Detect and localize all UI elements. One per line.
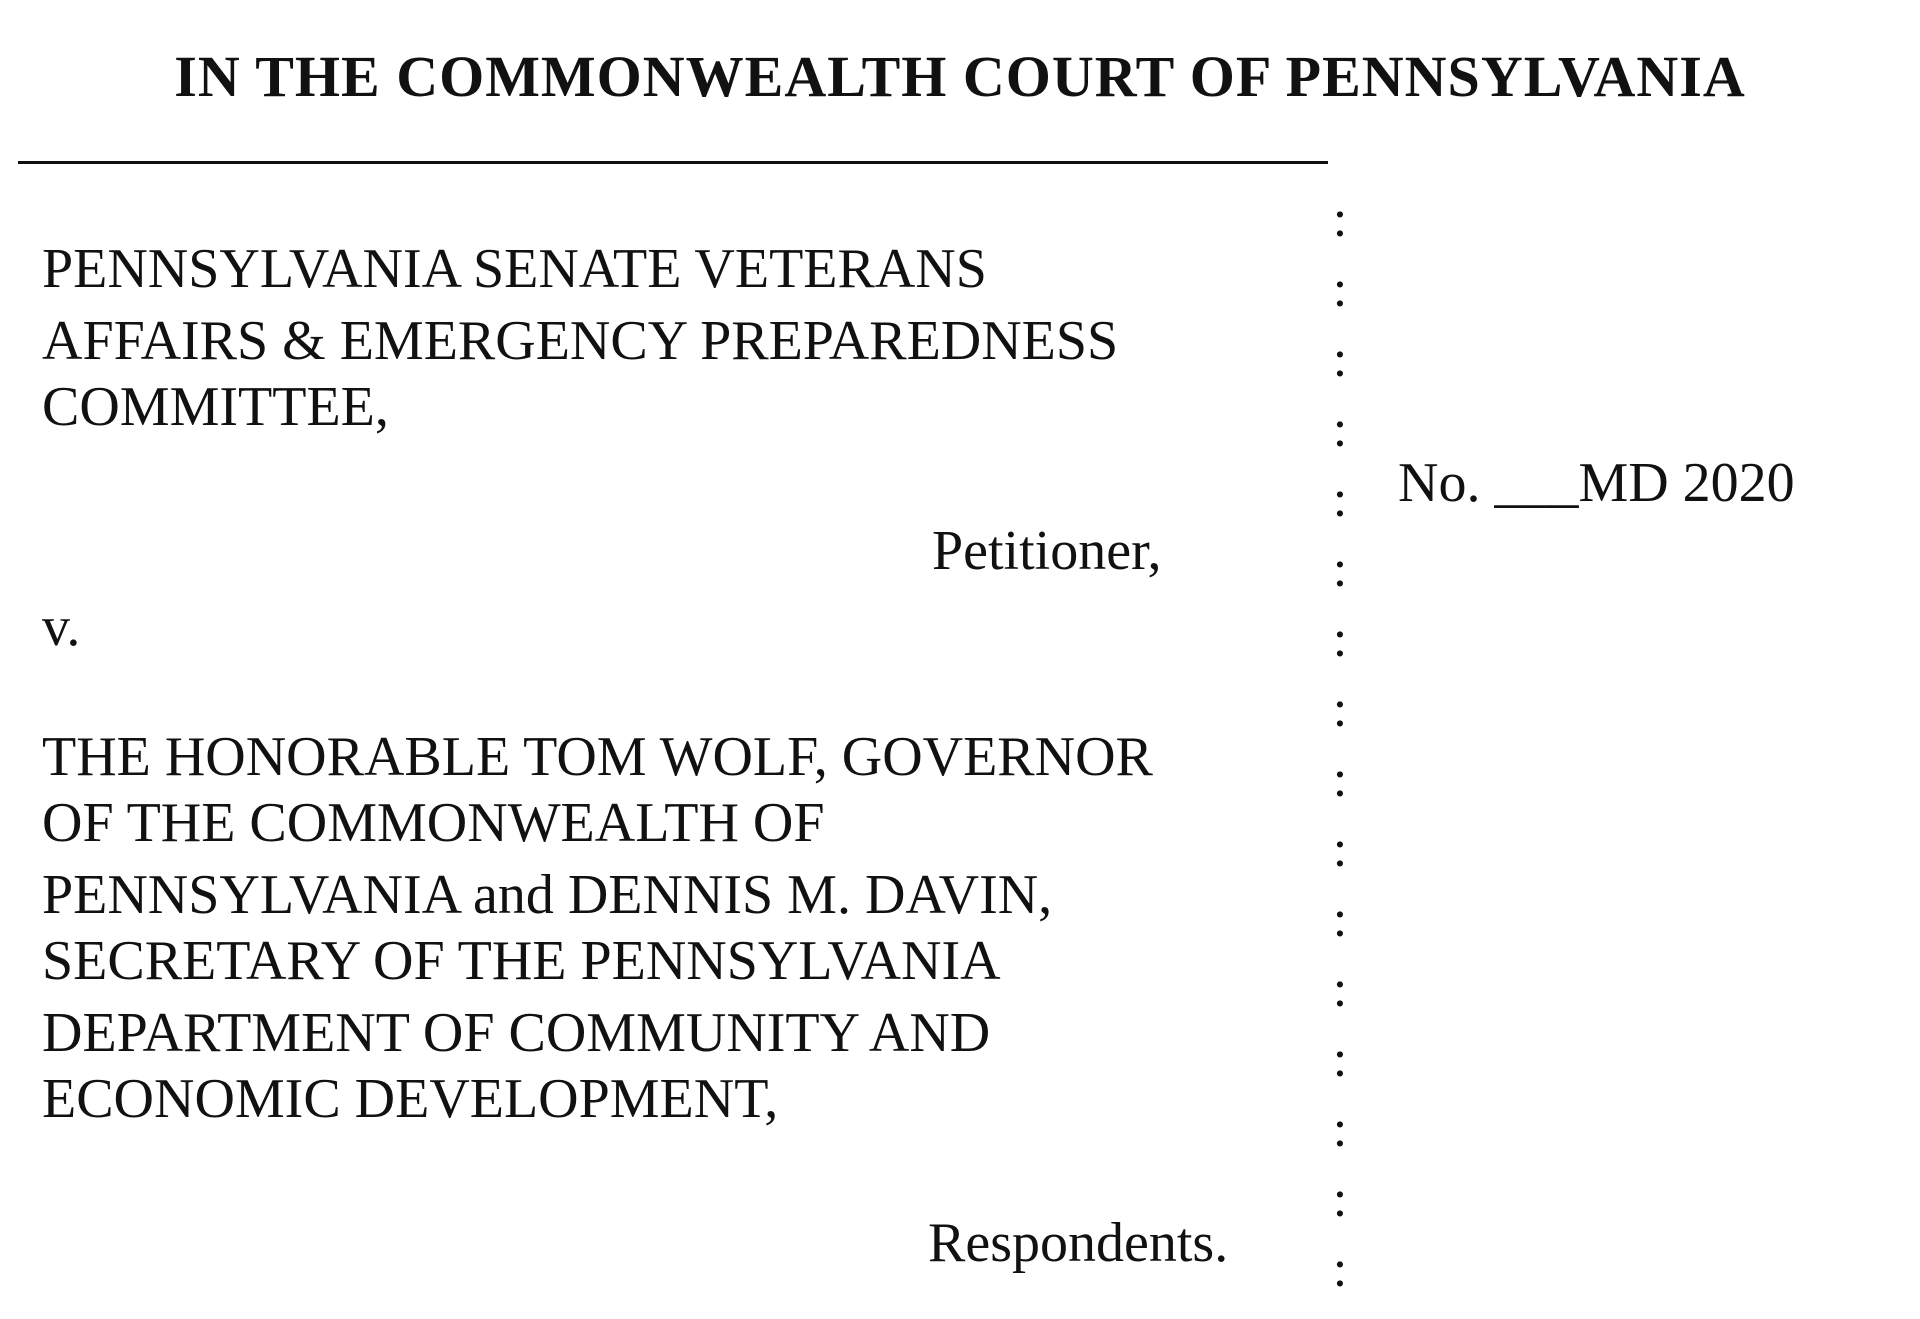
colon-separator: : — [1332, 191, 1348, 248]
colon-separator: : — [1332, 681, 1348, 738]
respondent-line-1: THE HONORABLE TOM WOLF, GOVERNOR — [42, 726, 1153, 788]
versus-label: v. — [42, 596, 81, 658]
colon-separator: : — [1332, 541, 1348, 598]
respondent-line-3: PENNSYLVANIA and DENNIS M. DAVIN, — [42, 864, 1053, 926]
colon-separator: : — [1332, 1171, 1348, 1228]
colon-separator: : — [1332, 261, 1348, 318]
court-title: IN THE COMMONWEALTH COURT OF PENNSYLVANIA — [174, 44, 1746, 109]
case-number: No. ___MD 2020 — [1398, 452, 1795, 514]
colon-separator: : — [1332, 611, 1348, 668]
caption-rule — [18, 161, 1328, 164]
colon-separator: : — [1332, 1101, 1348, 1158]
petitioner-role: Petitioner, — [932, 520, 1162, 582]
petitioner-line-1: PENNSYLVANIA SENATE VETERANS — [42, 238, 987, 300]
respondent-line-2: OF THE COMMONWEALTH OF — [42, 792, 825, 854]
colon-separator: : — [1332, 751, 1348, 808]
colon-separator: : — [1332, 331, 1348, 388]
colon-separator: : — [1332, 401, 1348, 458]
colon-separator: : — [1332, 1031, 1348, 1088]
petitioner-line-3: COMMITTEE, — [42, 376, 389, 438]
respondents-role: Respondents. — [928, 1212, 1229, 1274]
respondent-line-6: ECONOMIC DEVELOPMENT, — [42, 1068, 779, 1130]
respondent-line-4: SECRETARY OF THE PENNSYLVANIA — [42, 930, 1001, 992]
caption-colon-column — [1328, 185, 1352, 1319]
colon-separator: : — [1332, 891, 1348, 948]
colon-separator: : — [1332, 471, 1348, 528]
colon-separator: : — [1332, 961, 1348, 1018]
colon-separator: : — [1332, 821, 1348, 878]
respondent-line-5: DEPARTMENT OF COMMUNITY AND — [42, 1002, 991, 1064]
petitioner-line-2: AFFAIRS & EMERGENCY PREPAREDNESS — [42, 310, 1119, 372]
colon-separator: : — [1332, 1241, 1348, 1298]
